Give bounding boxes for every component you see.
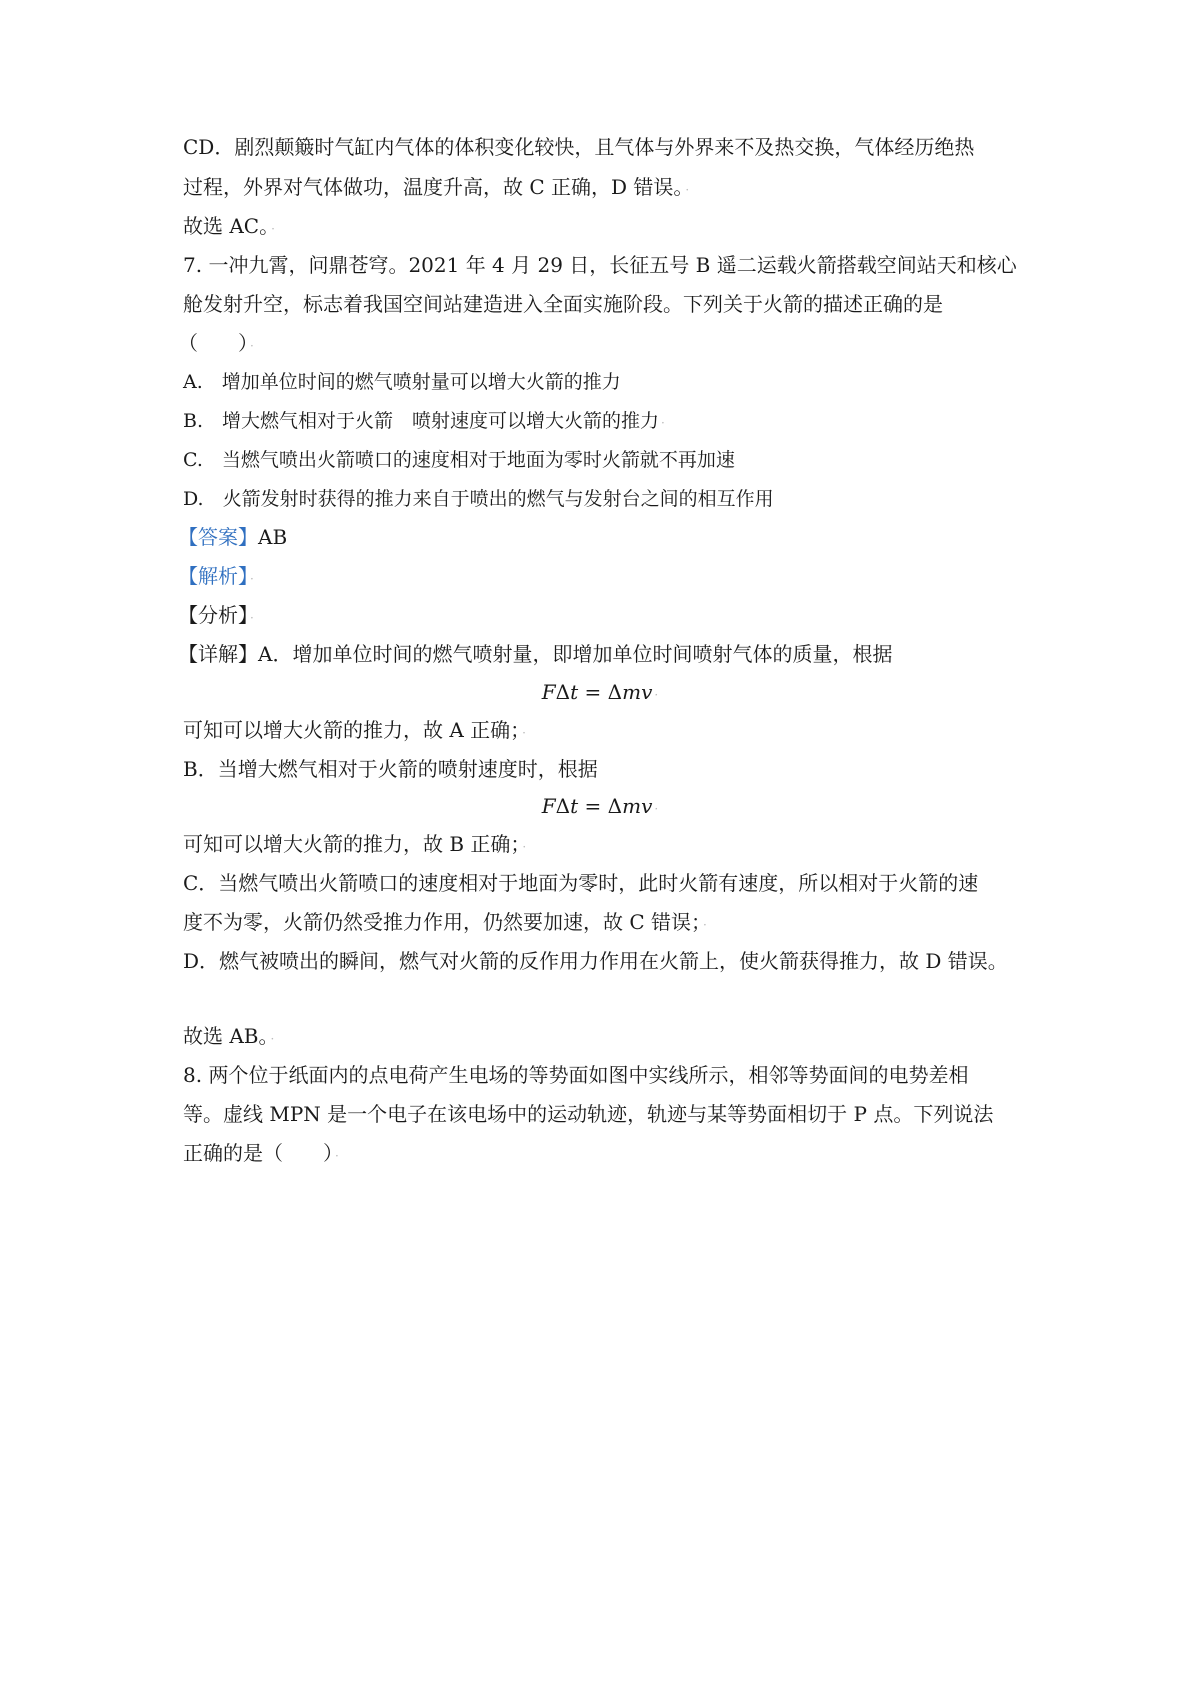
option-a (183, 368, 1043, 396)
text-span: 【分析】 (178, 603, 248, 627)
text-line (183, 133, 1043, 161)
formula-impulse (0, 792, 1200, 823)
answer-value: AB (258, 525, 288, 549)
formula-part: t (570, 680, 579, 704)
text-span: D．燃气被喷出的瞬间，燃气对火箭的反作用力作用在火箭上，使火箭获得推力，故 D 错误。 (183, 949, 1008, 973)
text-line (183, 212, 1043, 243)
question-7-line (183, 251, 1043, 279)
paragraph-mark: · (703, 918, 707, 932)
formula-part: Δ (607, 680, 623, 704)
paragraph-mark: · (271, 222, 275, 236)
question-7-line (183, 290, 1043, 318)
text-span: 等。虚线 MPN 是一个电子在该电场中的运动轨迹，轨迹与某等势面相切于 P 点。下列说法 (183, 1102, 994, 1126)
formula-part: Δ (555, 680, 571, 704)
text-line (183, 830, 1043, 861)
text-line (183, 869, 1043, 897)
formula-part: Δ (555, 794, 571, 818)
text-line (183, 755, 1043, 783)
paragraph-mark: · (685, 183, 690, 197)
fenxi-line (178, 601, 1038, 632)
text-span: 7. 一冲九霄，问鼎苍穹。2021 年 4 月 29 日，长征五号 B 遥二运载火箭搭载空间站天和核心 (183, 253, 1017, 277)
text-span: 可知可以增大火箭的推力，故 A 正确； (183, 718, 521, 742)
text-line (183, 908, 1043, 939)
text-span: 正确的是（ ） (183, 1141, 333, 1165)
text-span: 过程，外界对气体做功，温度升高，故 C 正确，D 错误。 (183, 175, 684, 199)
formula-impulse (0, 678, 1200, 709)
text-line (183, 1022, 1043, 1053)
question-8-line (183, 1139, 1043, 1170)
formula-part: mv (622, 680, 653, 704)
formula-part: F (541, 794, 556, 818)
text-span: 故选 AB。 (183, 1024, 269, 1048)
paragraph-mark: · (250, 611, 254, 625)
option-b (183, 407, 1043, 437)
question-7-blank (178, 329, 1038, 360)
text-span: B．当增大燃气相对于火箭的喷射速度时，根据 (183, 757, 598, 781)
analysis-tag: 【解析】 (178, 564, 248, 588)
text-span: D. 火箭发射时获得的推力来自于喷出的燃气与发射台之间的相互作用 (183, 488, 774, 510)
paragraph-mark: · (250, 572, 254, 586)
paragraph-mark: · (654, 688, 659, 702)
question-8-line (183, 1100, 1043, 1128)
text-span: 舱发射升空，标志着我国空间站建造进入全面实施阶段。下列关于火箭的描述正确的是 (183, 292, 943, 316)
text-span: 8. 两个位于纸面内的点电荷产生电场的等势面如图中实线所示，相邻等势面间的电势差相 (183, 1063, 969, 1087)
text-span: 度不为零，火箭仍然受推力作用，仍然要加速，故 C 错误； (183, 910, 702, 934)
question-8-line (183, 1061, 1043, 1089)
formula-part: mv (622, 794, 653, 818)
paragraph-mark: · (522, 840, 527, 854)
text-span: C．当燃气喷出火箭喷口的速度相对于地面为零时，此时火箭有速度，所以相对于火箭的速 (183, 871, 979, 895)
text-line (183, 947, 1043, 975)
answer-line (178, 523, 1038, 551)
formula-part: = (578, 794, 608, 818)
formula-part: = (578, 680, 608, 704)
answer-tag: 【答案】 (178, 525, 258, 549)
formula-part: t (570, 794, 579, 818)
paragraph-mark: · (335, 1149, 339, 1163)
text-span: CD．剧烈颠簸时气缸内气体的体积变化较快，且气体与外界来不及热交换，气体经历绝热 (183, 135, 975, 159)
option-d (183, 485, 1043, 513)
text-span: （ ） (178, 331, 248, 355)
text-span: A. 增加单位时间的燃气喷射量可以增大火箭的推力 (183, 371, 621, 393)
text-span: B. 增大燃气相对于火箭 喷射速度可以增大火箭的推力 (183, 410, 660, 432)
text-span: 【详解】A．增加单位时间的燃气喷射量，即增加单位时间喷射气体的质量，根据 (178, 642, 893, 666)
text-line (183, 716, 1043, 747)
text-span: 故选 AC。 (183, 214, 270, 238)
option-c (183, 446, 1043, 474)
formula-part: F (541, 680, 556, 704)
paragraph-mark: · (522, 726, 526, 740)
formula-part: Δ (607, 794, 623, 818)
text-span: 可知可以增大火箭的推力，故 B 正确； (183, 832, 521, 856)
text-span: C. 当燃气喷出火箭喷口的速度相对于地面为零时火箭就不再加速 (183, 449, 735, 471)
analysis-line (178, 562, 1038, 593)
paragraph-mark: · (654, 802, 659, 816)
paragraph-mark: · (250, 339, 254, 353)
detail-line (178, 640, 1038, 668)
text-line (183, 173, 1043, 204)
paragraph-mark: · (661, 416, 665, 430)
paragraph-mark: · (270, 1032, 275, 1046)
